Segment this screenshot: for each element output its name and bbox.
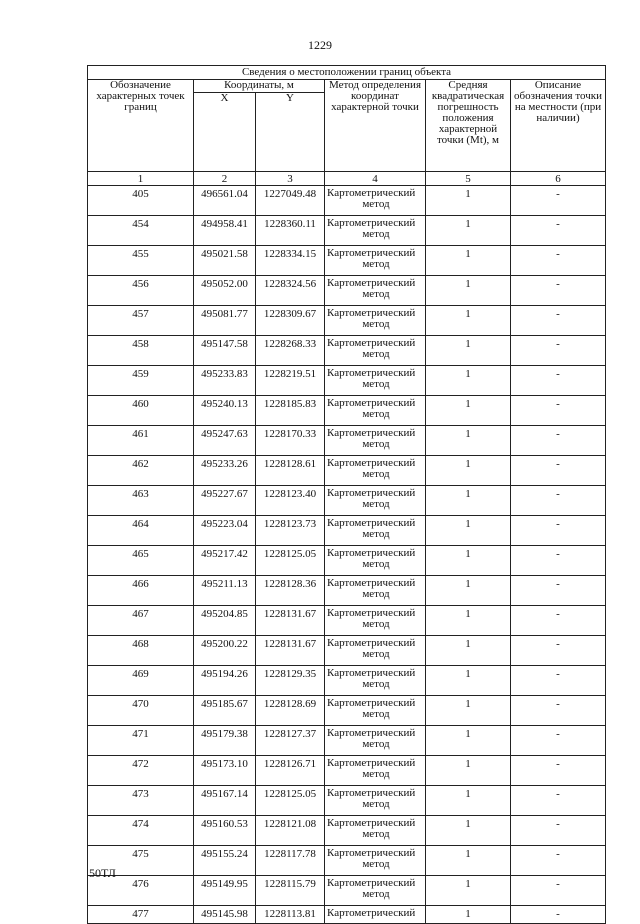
method-line-2: метод (362, 858, 390, 870)
mt-error-cell: 1 (426, 606, 511, 636)
method-line-1: Картометрический (327, 757, 416, 769)
point-id-cell: 476 (88, 876, 194, 906)
mt-error-cell: 1 (426, 906, 511, 924)
description-cell: - (511, 516, 606, 546)
x-coordinate-cell: 495194.26 (194, 666, 256, 696)
table-row (88, 576, 606, 606)
description-cell: - (511, 606, 606, 636)
method-line-2: метод (362, 408, 390, 420)
description-cell: - (511, 666, 606, 696)
method-cell (325, 426, 426, 456)
column-number: 4 (325, 172, 426, 186)
point-id-cell: 464 (88, 516, 194, 546)
x-coordinate-cell: 495021.58 (194, 246, 256, 276)
x-coordinate-cell: 495204.85 (194, 606, 256, 636)
method-line-1: Картометрический (327, 397, 416, 409)
mt-error-cell: 1 (426, 696, 511, 726)
y-coordinate-cell: 1228121.08 (256, 816, 325, 846)
x-coordinate-cell: 495052.00 (194, 276, 256, 306)
method-cell (325, 846, 426, 876)
method-cell (325, 366, 426, 396)
point-id-cell: 473 (88, 786, 194, 816)
description-cell: - (511, 246, 606, 276)
mt-error-cell: 1 (426, 396, 511, 426)
column-number-row (88, 172, 606, 186)
point-id-cell: 465 (88, 546, 194, 576)
x-coordinate-cell: 495211.13 (194, 576, 256, 606)
method-line-2: метод (362, 438, 390, 450)
table-row (88, 186, 606, 216)
table-row (88, 636, 606, 666)
table-row (88, 516, 606, 546)
point-id-cell: 472 (88, 756, 194, 786)
point-id-cell: 475 (88, 846, 194, 876)
method-line-2: метод (362, 618, 390, 630)
point-id-cell: 471 (88, 726, 194, 756)
header-method: Метод определения координат характерной точки (325, 80, 426, 172)
point-id-cell: 459 (88, 366, 194, 396)
description-cell: - (511, 546, 606, 576)
method-line-1: Картометрический (327, 307, 416, 319)
x-coordinate-cell: 495217.42 (194, 546, 256, 576)
x-coordinate-cell: 496561.04 (194, 186, 256, 216)
boundary-coordinates-table (87, 65, 606, 924)
method-cell (325, 186, 426, 216)
method-line-2: метод (362, 768, 390, 780)
y-coordinate-cell: 1228268.33 (256, 336, 325, 366)
header-y: Y (256, 93, 325, 172)
x-coordinate-cell: 495185.67 (194, 696, 256, 726)
y-coordinate-cell: 1228185.83 (256, 396, 325, 426)
method-line-1: Картометрический (327, 787, 416, 799)
x-coordinate-cell: 494958.41 (194, 216, 256, 246)
x-coordinate-cell: 495155.24 (194, 846, 256, 876)
point-id-cell: 461 (88, 426, 194, 456)
method-line-2: метод (362, 708, 390, 720)
method-line-2: метод (362, 318, 390, 330)
mt-error-cell: 1 (426, 576, 511, 606)
method-line-2: метод (362, 888, 390, 900)
x-coordinate-cell: 495081.77 (194, 306, 256, 336)
mt-error-cell: 1 (426, 366, 511, 396)
method-cell (325, 786, 426, 816)
point-id-cell: 455 (88, 246, 194, 276)
header-coordinates: Координаты, м (194, 80, 325, 93)
mt-error-cell: 1 (426, 246, 511, 276)
method-line-1: Картометрический (327, 427, 416, 439)
mt-error-cell: 1 (426, 846, 511, 876)
method-line-1: Картометрический (327, 217, 416, 229)
y-coordinate-cell: 1228131.67 (256, 636, 325, 666)
point-id-cell: 405 (88, 186, 194, 216)
method-line-2: метод (362, 528, 390, 540)
y-coordinate-cell: 1228126.71 (256, 756, 325, 786)
y-coordinate-cell: 1228115.79 (256, 876, 325, 906)
point-id-cell: 456 (88, 276, 194, 306)
description-cell: - (511, 756, 606, 786)
method-line-1: Картометрический (327, 517, 416, 529)
method-cell (325, 456, 426, 486)
y-coordinate-cell: 1228127.37 (256, 726, 325, 756)
method-line-1: Картометрический (327, 457, 416, 469)
method-line-2: метод (362, 198, 390, 210)
method-line-2: метод (362, 498, 390, 510)
description-cell: - (511, 186, 606, 216)
method-cell (325, 336, 426, 366)
y-coordinate-cell: 1228123.73 (256, 516, 325, 546)
description-cell: - (511, 786, 606, 816)
description-cell: - (511, 456, 606, 486)
method-line-1: Картометрический (327, 367, 416, 379)
mt-error-cell: 1 (426, 306, 511, 336)
method-cell (325, 726, 426, 756)
point-id-cell: 454 (88, 216, 194, 246)
method-cell (325, 216, 426, 246)
mt-error-cell: 1 (426, 786, 511, 816)
mt-error-cell: 1 (426, 726, 511, 756)
table-row (88, 216, 606, 246)
x-coordinate-cell: 495233.83 (194, 366, 256, 396)
mt-error-cell: 1 (426, 456, 511, 486)
method-cell (325, 576, 426, 606)
method-cell (325, 756, 426, 786)
mt-error-cell: 1 (426, 186, 511, 216)
y-coordinate-cell: 1228309.67 (256, 306, 325, 336)
mt-error-cell: 1 (426, 516, 511, 546)
x-coordinate-cell: 495200.22 (194, 636, 256, 666)
column-number: 2 (194, 172, 256, 186)
x-coordinate-cell: 495145.98 (194, 906, 256, 924)
table-row (88, 546, 606, 576)
description-cell: - (511, 336, 606, 366)
table-row (88, 726, 606, 756)
method-cell (325, 696, 426, 726)
method-line-2: метод (362, 228, 390, 240)
method-line-2: метод (362, 348, 390, 360)
header-x: X (194, 93, 256, 172)
table-row (88, 336, 606, 366)
method-line-1: Картометрический (327, 817, 416, 829)
method-line-2: метод (362, 468, 390, 480)
header-error: Средняя квадратическая погрешность положения характерной точки (Mt), м (426, 80, 511, 172)
mt-error-cell: 1 (426, 636, 511, 666)
point-id-cell: 477 (88, 906, 194, 924)
x-coordinate-cell: 495167.14 (194, 786, 256, 816)
mt-error-cell: 1 (426, 666, 511, 696)
table-row (88, 246, 606, 276)
method-line-2: метод (362, 288, 390, 300)
method-cell (325, 486, 426, 516)
table-row (88, 876, 606, 906)
method-line-1: Картометрический (327, 577, 416, 589)
description-cell: - (511, 396, 606, 426)
method-line-2: метод (362, 558, 390, 570)
footer-code: 50ТЛ (89, 866, 116, 880)
y-coordinate-cell: 1228219.51 (256, 366, 325, 396)
column-number: 6 (511, 172, 606, 186)
mt-error-cell: 1 (426, 816, 511, 846)
description-cell: - (511, 726, 606, 756)
column-number: 1 (88, 172, 194, 186)
description-cell: - (511, 846, 606, 876)
y-coordinate-cell: 1228125.05 (256, 546, 325, 576)
method-cell (325, 636, 426, 666)
method-line-1: Картометрический (327, 547, 416, 559)
method-line-2: метод (362, 828, 390, 840)
method-line-2: метод (362, 738, 390, 750)
method-cell (325, 666, 426, 696)
description-cell: - (511, 486, 606, 516)
y-coordinate-cell: 1228324.56 (256, 276, 325, 306)
point-id-cell: 463 (88, 486, 194, 516)
description-cell: - (511, 276, 606, 306)
method-line-1: Картометрический (327, 907, 416, 919)
table-row (88, 456, 606, 486)
method-cell (325, 396, 426, 426)
method-line-1: Картометрический (327, 607, 416, 619)
method-cell (325, 876, 426, 906)
y-coordinate-cell: 1227049.48 (256, 186, 325, 216)
mt-error-cell: 1 (426, 336, 511, 366)
y-coordinate-cell: 1228117.78 (256, 846, 325, 876)
method-cell (325, 306, 426, 336)
y-coordinate-cell: 1228123.40 (256, 486, 325, 516)
description-cell: - (511, 876, 606, 906)
description-cell: - (511, 216, 606, 246)
mt-error-cell: 1 (426, 486, 511, 516)
table-row (88, 696, 606, 726)
table-row (88, 756, 606, 786)
method-cell (325, 906, 426, 924)
method-cell (325, 816, 426, 846)
method-cell (325, 516, 426, 546)
point-id-cell: 457 (88, 306, 194, 336)
mt-error-cell: 1 (426, 426, 511, 456)
table-row (88, 486, 606, 516)
method-line-1: Картометрический (327, 277, 416, 289)
description-cell: - (511, 576, 606, 606)
column-number: 3 (256, 172, 325, 186)
y-coordinate-cell: 1228128.69 (256, 696, 325, 726)
column-number: 5 (426, 172, 511, 186)
table-row (88, 366, 606, 396)
mt-error-cell: 1 (426, 216, 511, 246)
table-row (88, 786, 606, 816)
y-coordinate-cell: 1228125.05 (256, 786, 325, 816)
x-coordinate-cell: 495233.26 (194, 456, 256, 486)
description-cell: - (511, 906, 606, 924)
x-coordinate-cell: 495247.63 (194, 426, 256, 456)
point-id-cell: 474 (88, 816, 194, 846)
x-coordinate-cell: 495160.53 (194, 816, 256, 846)
method-cell (325, 276, 426, 306)
y-coordinate-cell: 1228128.36 (256, 576, 325, 606)
method-line-2: метод (362, 258, 390, 270)
method-line-2: метод (362, 678, 390, 690)
description-cell: - (511, 366, 606, 396)
method-cell (325, 246, 426, 276)
y-coordinate-cell: 1228128.61 (256, 456, 325, 486)
x-coordinate-cell: 495173.10 (194, 756, 256, 786)
description-cell: - (511, 816, 606, 846)
method-line-2: метод (362, 588, 390, 600)
x-coordinate-cell: 495223.04 (194, 516, 256, 546)
table-row (88, 306, 606, 336)
x-coordinate-cell: 495240.13 (194, 396, 256, 426)
header-designation: Обозначение характерных точек границ (88, 80, 194, 172)
table-title: Сведения о местоположении границ объекта (88, 66, 606, 80)
method-line-1: Картометрический (327, 667, 416, 679)
description-cell: - (511, 426, 606, 456)
method-line-1: Картометрический (327, 337, 416, 349)
table-row (88, 396, 606, 426)
y-coordinate-cell: 1228360.11 (256, 216, 325, 246)
method-line-2: метод (362, 648, 390, 660)
method-cell (325, 546, 426, 576)
y-coordinate-cell: 1228170.33 (256, 426, 325, 456)
description-cell: - (511, 306, 606, 336)
method-line-2: метод (362, 798, 390, 810)
y-coordinate-cell: 1228129.35 (256, 666, 325, 696)
point-id-cell: 468 (88, 636, 194, 666)
method-line-1: Картометрический (327, 877, 416, 889)
method-line-1: Картометрический (327, 487, 416, 499)
point-id-cell: 470 (88, 696, 194, 726)
mt-error-cell: 1 (426, 546, 511, 576)
description-cell: - (511, 696, 606, 726)
method-line-1: Картометрический (327, 187, 416, 199)
x-coordinate-cell: 495147.58 (194, 336, 256, 366)
method-line-1: Картометрический (327, 697, 416, 709)
table-row (88, 426, 606, 456)
x-coordinate-cell: 495179.38 (194, 726, 256, 756)
point-id-cell: 469 (88, 666, 194, 696)
point-id-cell: 458 (88, 336, 194, 366)
y-coordinate-cell: 1228113.81 (256, 906, 325, 924)
table-row (88, 906, 606, 924)
method-line-1: Картометрический (327, 727, 416, 739)
mt-error-cell: 1 (426, 276, 511, 306)
table-row (88, 276, 606, 306)
table-row (88, 606, 606, 636)
mt-error-cell: 1 (426, 876, 511, 906)
method-line-1: Картометрический (327, 247, 416, 259)
point-id-cell: 460 (88, 396, 194, 426)
boundary-coordinates-table-wrap (87, 65, 605, 924)
point-id-cell: 466 (88, 576, 194, 606)
table-row (88, 846, 606, 876)
method-cell (325, 606, 426, 636)
method-line-1: Картометрический (327, 847, 416, 859)
point-id-cell: 462 (88, 456, 194, 486)
method-line-1: Картометрический (327, 637, 416, 649)
description-cell: - (511, 636, 606, 666)
header-description: Описание обозначения точки на местности (при наличии) (511, 80, 606, 172)
x-coordinate-cell: 495149.95 (194, 876, 256, 906)
point-id-cell: 467 (88, 606, 194, 636)
mt-error-cell: 1 (426, 756, 511, 786)
y-coordinate-cell: 1228334.15 (256, 246, 325, 276)
y-coordinate-cell: 1228131.67 (256, 606, 325, 636)
x-coordinate-cell: 495227.67 (194, 486, 256, 516)
method-line-2: метод (362, 378, 390, 390)
table-row (88, 816, 606, 846)
table-row (88, 666, 606, 696)
page-number: 1229 (308, 38, 332, 52)
